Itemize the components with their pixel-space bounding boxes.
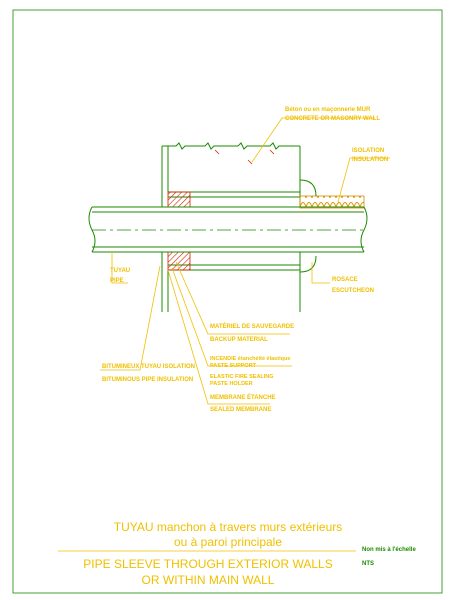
label-firestop-fr2: PASTE SUPPORT bbox=[210, 363, 257, 369]
label-bitumen-en: BITUMINOUS PIPE INSULATION bbox=[102, 377, 194, 383]
scale-note-fr: Non mis à l'échelle bbox=[362, 547, 416, 553]
label-insulation-en: INSULATION bbox=[352, 157, 389, 163]
label-firestop-fr: INCENDIE étanchéité élastique bbox=[210, 356, 291, 362]
label-firestop-en2: PASTE HOLDER bbox=[210, 381, 253, 387]
title-fr-line2: ou à paroi principale bbox=[173, 535, 283, 549]
sheet-border bbox=[13, 10, 442, 593]
label-escutcheon-en: ESCUTCHEON bbox=[332, 288, 375, 294]
title-fr-line1: TUYAU manchon à travers murs extérieurs bbox=[113, 520, 343, 534]
wall-hatch-marks bbox=[215, 150, 274, 164]
label-pipe-en: PIPE bbox=[110, 278, 124, 284]
label-membrane-fr: MEMBRANE ÉTANCHE bbox=[210, 395, 276, 401]
label-firestop-en: ELASTIC FIRE SEALING bbox=[210, 374, 274, 380]
label-insulation-fr: ISOLATION bbox=[352, 148, 385, 154]
title-block bbox=[58, 520, 416, 587]
backup-material-bottom bbox=[168, 252, 190, 270]
insulation-band bbox=[300, 196, 364, 208]
label-backup-en: BACKUP MATERIAL bbox=[210, 337, 268, 343]
label-bitumen-fr: BITUMINEUX TUYAU ISOLATION bbox=[102, 364, 196, 370]
scale-note-en: NTS bbox=[362, 561, 374, 567]
label-membrane-en: SEALED MEMBRANE bbox=[210, 407, 272, 413]
escutcheon-shape bbox=[300, 180, 316, 272]
label-concrete-fr: Béton ou en maçonnerie MUR bbox=[285, 107, 371, 113]
labels bbox=[102, 107, 388, 413]
title-en-line2: OR WITHIN MAIN WALL bbox=[141, 573, 275, 587]
label-concrete-en: CONCRETE OR MASONRY WALL bbox=[285, 116, 381, 122]
wall-section bbox=[162, 143, 300, 312]
pipe bbox=[89, 207, 367, 252]
label-escutcheon-fr: ROSACE bbox=[332, 277, 358, 283]
backup-material-top bbox=[168, 192, 190, 207]
label-backup-fr: MATÉRIEL DE SAUVEGARDE bbox=[210, 324, 295, 330]
label-pipe-fr: TUYAU bbox=[110, 268, 131, 274]
title-en-line1: PIPE SLEEVE THROUGH EXTERIOR WALLS bbox=[83, 557, 333, 571]
